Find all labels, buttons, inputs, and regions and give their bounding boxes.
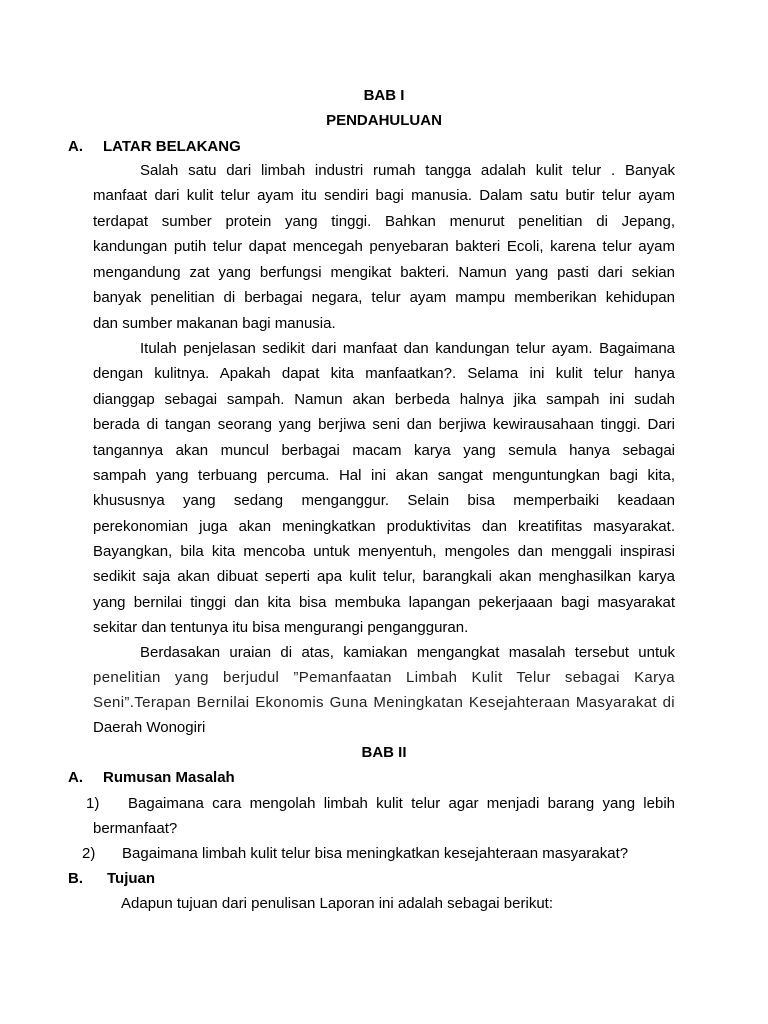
section-marker: A.: [68, 769, 83, 786]
paragraph-line: Berdasakan uraian di atas, kamiakan mengangkat masalah tersebut untuk: [140, 644, 675, 661]
section-marker: B.: [68, 870, 83, 887]
list-item-text: bermanfaat?: [93, 820, 178, 837]
paragraph-line: sedikit saja akan dibuat seperti apa kulit telur, barangkali akan menghasilkan karya: [93, 568, 675, 585]
paragraph-line: penelitian yang berjudul ”Pemanfaatan Limbah Kulit Telur sebagai Karya: [93, 669, 675, 686]
paragraph-line: dan sumber makanan bagi manusia.: [93, 315, 336, 332]
paragraph-line: khususnya yang sedang menganggur. Selain bisa memperbaiki keadaan: [93, 492, 675, 509]
paragraph-line: Bayangkan, bila kita mencoba untuk menyentuh, mengoles dan menggali inspirasi: [93, 543, 675, 560]
section-title: Tujuan: [107, 870, 156, 887]
chapter-subtitle: PENDAHULUAN: [326, 112, 442, 129]
paragraph-line: mengandung zat yang berfungsi mengikat bakteri. Namun yang pasti dari sekian: [93, 264, 675, 281]
paragraph-line: manfaat dari kulit telur ayam itu sendiri bagi manusia. Dalam satu butir telur ayam: [93, 187, 675, 204]
paragraph-line: dengan kulitnya. Apakah dapat kita manfaatkan?. Selama ini kulit telur hanya: [93, 365, 675, 382]
paragraph-line: Adapun tujuan dari penulisan Laporan ini adalah sebagai berikut:: [121, 895, 553, 912]
list-item-text: Bagaimana limbah kulit telur bisa meningkatkan kesejahteraan masyarakat?: [122, 845, 629, 862]
paragraph-line: sampah yang terbuang percuma. Hal ini akan sangat menguntungkan bagi kita,: [93, 467, 675, 484]
paragraph-line: Salah satu dari limbah industri rumah tangga adalah kulit telur . Banyak: [140, 162, 675, 179]
paragraph-line: berada di tangan seorang yang berjiwa seni dan berjiwa kewirausahaan tinggi. Dari: [93, 416, 675, 433]
paragraph-line: sekitar dan tentunya itu bisa mengurangi pengangguran.: [93, 619, 469, 636]
section-marker: A.: [68, 138, 83, 155]
chapter-title: BAB II: [361, 744, 407, 761]
paragraph-line: tangannya akan muncul berbagai macam karya yang semula hanya sebagai: [93, 442, 675, 459]
chapter-title: BAB I: [363, 87, 405, 104]
paragraph-line: yang bernilai tinggi dan kita bisa membuka lapangan pekerjaaan bagi masyarakat: [93, 594, 675, 611]
list-item-number: 1): [86, 795, 100, 812]
paragraph-line: banyak penelitian di berbagai negara, telur ayam mampu memberikan kehidupan: [93, 289, 675, 306]
section-title: Rumusan Masalah: [103, 769, 235, 786]
paragraph-line: Daerah Wonogiri: [93, 719, 206, 736]
paragraph-line: terdapat sumber protein yang tinggi. Bahkan menurut penelitian di Jepang,: [93, 213, 675, 230]
list-item-number: 2): [82, 845, 96, 862]
paragraph-line: Itulah penjelasan sedikit dari manfaat dan kandungan telur ayam. Bagaimana: [140, 340, 675, 357]
paragraph-line: dianggap sebagai sampah. Namun akan berbeda halnya jika sampah ini sudah: [93, 391, 675, 408]
section-title: LATAR BELAKANG: [103, 138, 241, 155]
paragraph-line: kandungan putih telur dapat mencegah penyebaran bakteri Ecoli, karena telur ayam: [93, 238, 675, 255]
paragraph-line: perekonomian juga akan meningkatkan produktivitas dan kreatifitas masyarakat.: [93, 518, 675, 535]
list-item-text: Bagaimana cara mengolah limbah kulit telur agar menjadi barang yang lebih: [128, 795, 675, 812]
paragraph-line: Seni”.Terapan Bernilai Ekonomis Guna Meningkatan Kesejahteraan Masyarakat di: [93, 694, 675, 711]
